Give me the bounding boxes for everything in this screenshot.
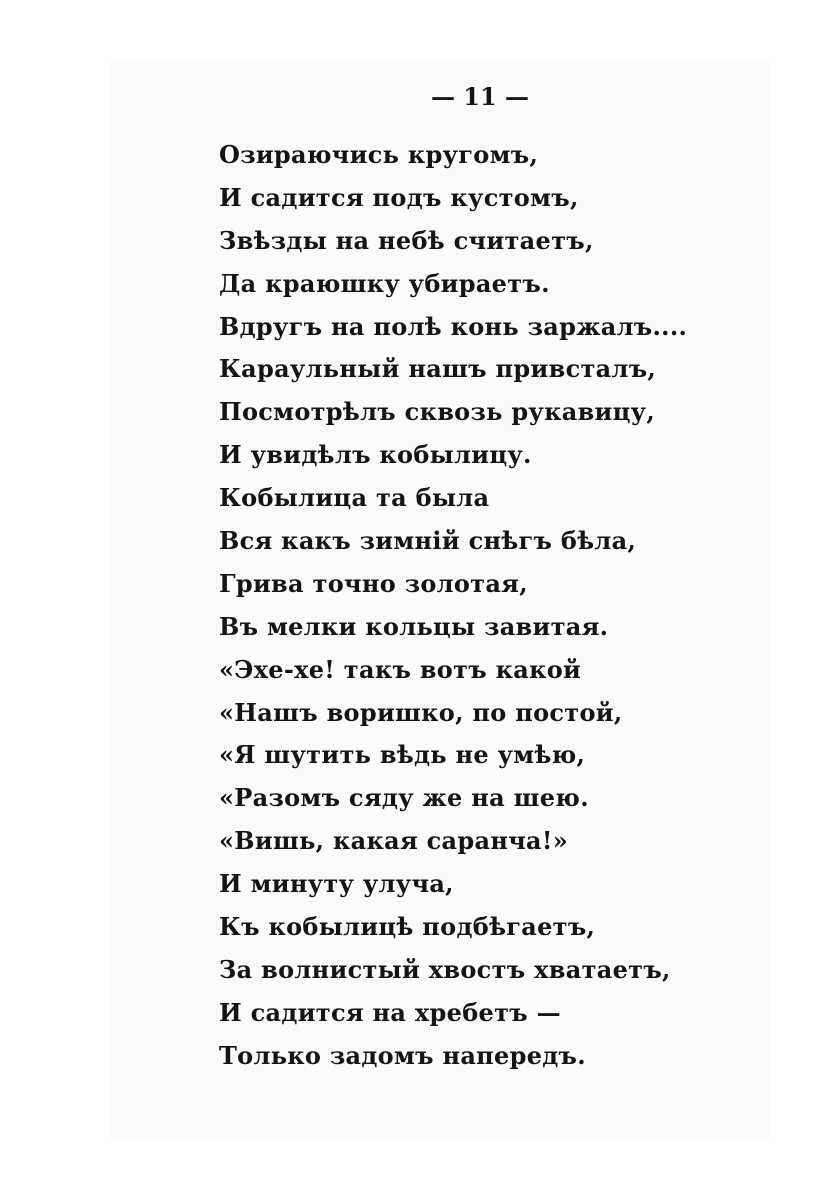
poem-line: «Я шутить вѣдь не умѣю, — [219, 740, 586, 770]
poem-line: И минуту улуча, — [219, 869, 454, 899]
poem-line: «Эхе-хе! такъ вотъ какой — [219, 654, 582, 684]
poem-line: И увидѣлъ кобылицу. — [219, 440, 532, 470]
poem-line: Вдругъ на полѣ конь заржалъ.... — [219, 311, 688, 341]
poem-line: «Разомъ сяду же на шею. — [219, 783, 589, 813]
poem-line: Да краюшку убираетъ. — [219, 268, 550, 298]
poem-line: Посмотрѣлъ сквозь рукавицу, — [219, 397, 655, 427]
poem-line: Къ кобылицѣ подбѣгаетъ, — [219, 912, 596, 942]
poem-line: И садится подъ кустомъ, — [219, 182, 579, 212]
poem-line: Звѣзды на небѣ считаетъ, — [219, 225, 594, 255]
poem-line: И садится на хребетъ — — [219, 997, 561, 1027]
poem-line: Въ мелки кольцы завитая. — [219, 611, 609, 641]
poem-line: Кобылица та была — [219, 483, 490, 513]
poem-line: «Вишь, какая саранча!» — [219, 826, 569, 856]
poem-line: Только задомъ напередъ. — [219, 1040, 586, 1070]
poem-text — [219, 138, 687, 1082]
poem-line: «Нашъ воришко, по постой, — [219, 697, 623, 727]
poem-line: Караульный нашъ привсталъ, — [219, 354, 657, 384]
poem-line: Озираючись кругомъ, — [219, 140, 539, 169]
page-number: — 11 — — [430, 82, 530, 111]
poem-line: Вся какъ зимній снѣгъ бѣла, — [219, 526, 637, 556]
poem-line: Грива точно золотая, — [219, 568, 528, 598]
poem-line: За волнистый хвостъ хватаетъ, — [219, 954, 671, 984]
